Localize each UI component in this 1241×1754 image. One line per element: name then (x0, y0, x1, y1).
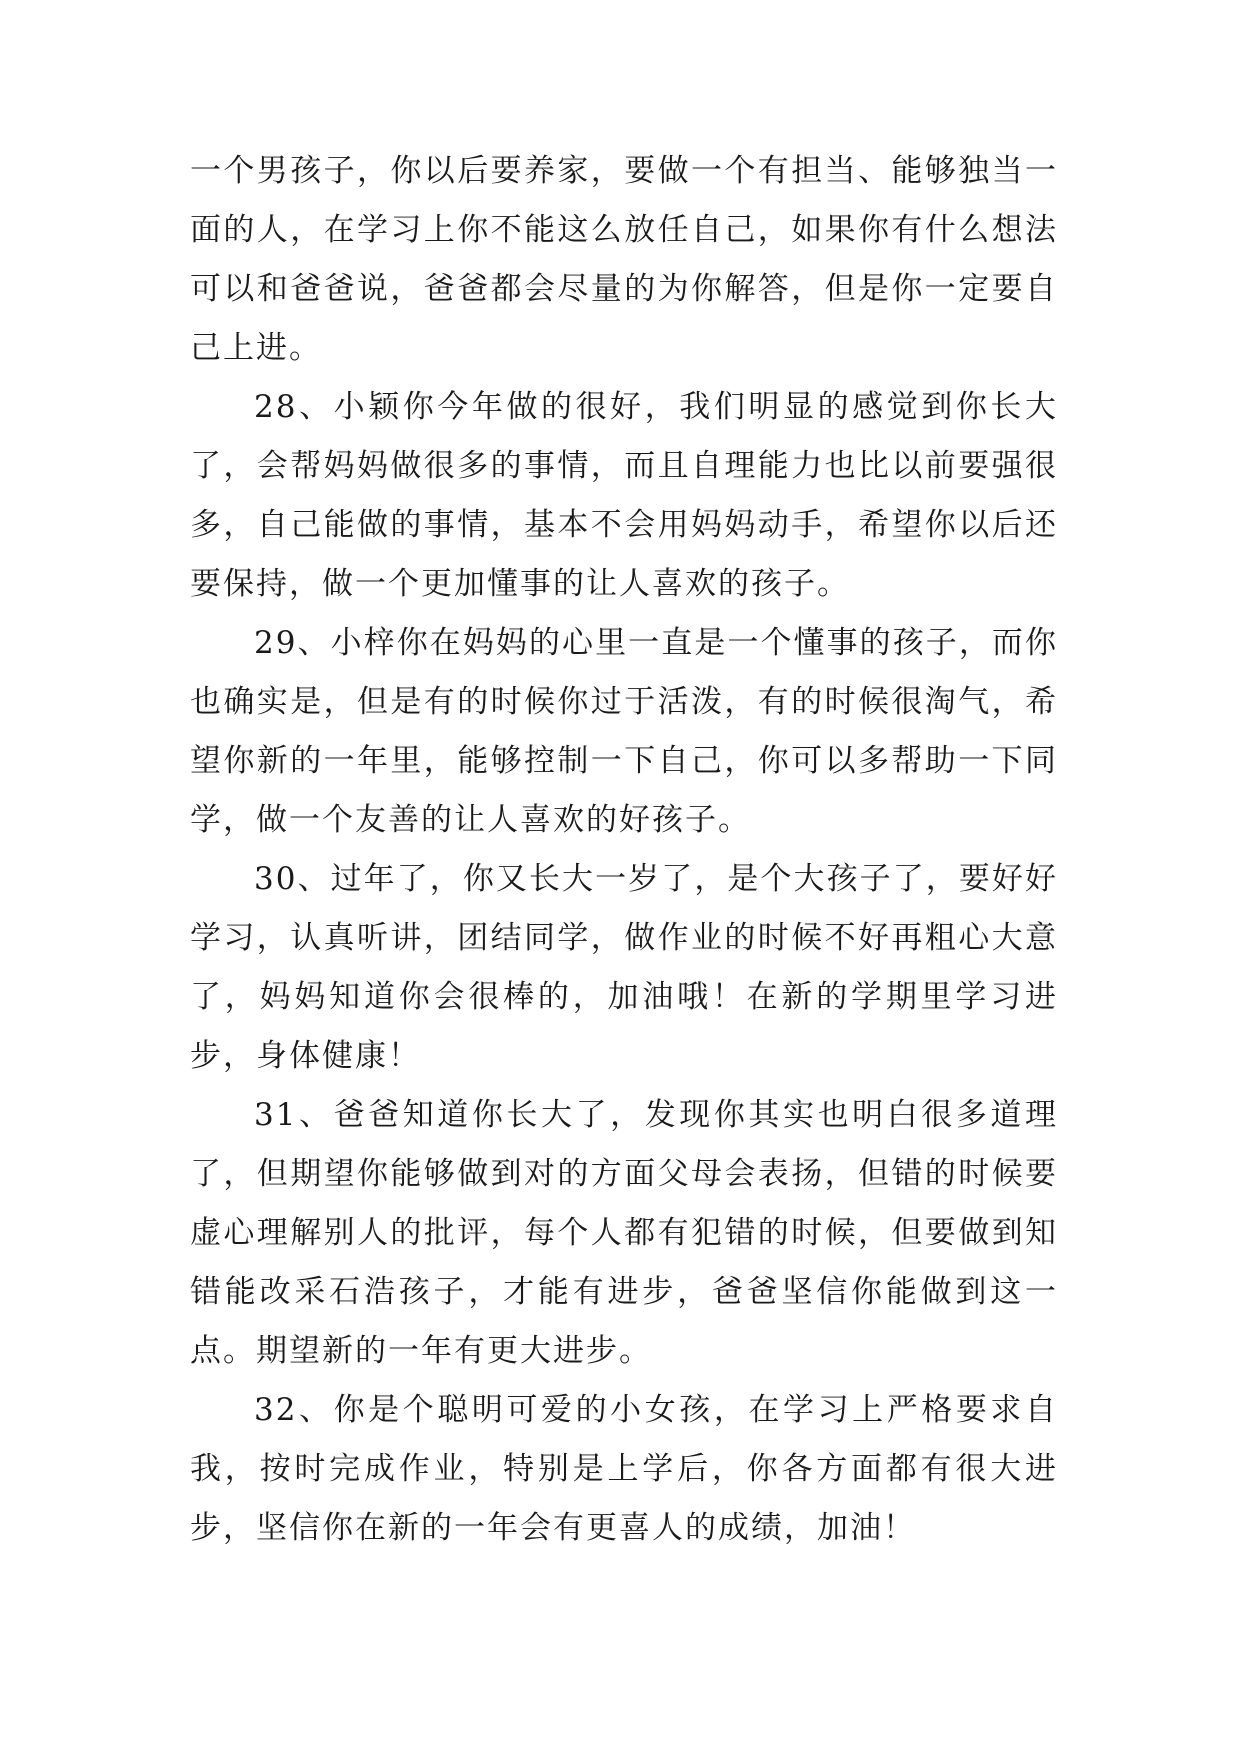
paragraph-continuation: 一个男孩子，你以后要养家，要做一个有担当、能够独当一面的人，在学习上你不能这么放任自己，如果你有什么想法可以和爸爸说，爸爸都会尽量的为你解答，但是你一定要自己上进。 (190, 153, 1058, 366)
paragraph-29: 29、小梓你在妈妈的心里一直是一个懂事的孩子，而你也确实是，但是有的时候你过于活泼，有的时候很淘气，希望你新的一年里，能够控制一下自己，你可以多帮助一下同学，做一个友善的让人喜欢的好孩子。 (190, 625, 1058, 838)
paragraph-32: 32、你是个聪明可爱的小女孩，在学习上严格要求自我，按时完成作业，特别是上学后，你各方面都有很大进步，坚信你在新的一年会有更喜人的成绩，加油！ (190, 1392, 1058, 1546)
paragraph-28: 28、小颖你今年做的很好，我们明显的感觉到你长大了，会帮妈妈做很多的事情，而且自理能力也比以前要强很多，自己能做的事情，基本不会用妈妈动手，希望你以后还要保持，做一个更加懂事的让人喜欢的孩子。 (190, 389, 1058, 602)
document-body (190, 142, 1058, 1558)
paragraph-31: 31、爸爸知道你长大了，发现你其实也明白很多道理了，但期望你能够做到对的方面父母会表扬，但错的时候要虚心理解别人的批评，每个人都有犯错的时候，但要做到知错能改采石浩孩子，才能有进步，爸爸坚信你能做到这一点。期望新的一年有更大进步。 (190, 1097, 1058, 1369)
paragraph-30: 30、过年了，你又长大一岁了，是个大孩子了，要好好学习，认真听讲，团结同学，做作业的时候不好再粗心大意了，妈妈知道你会很棒的，加油哦！在新的学期里学习进步，身体健康！ (190, 861, 1058, 1074)
